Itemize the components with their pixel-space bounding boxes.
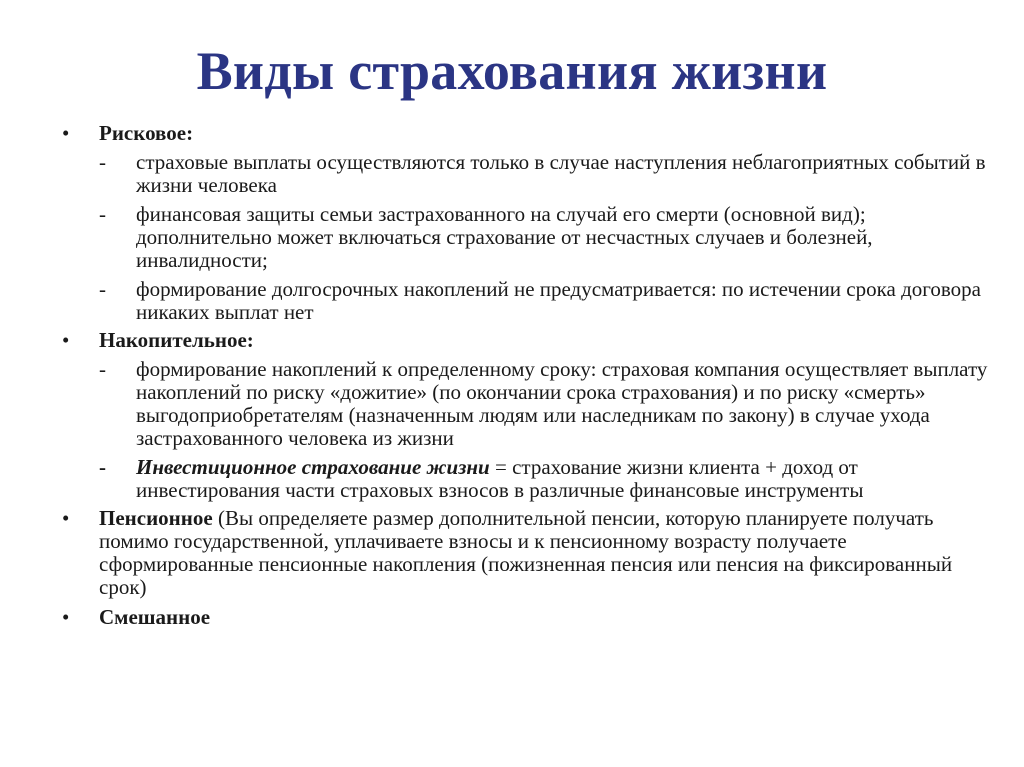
bullet-pension	[62, 507, 992, 599]
bullet-mixed	[62, 606, 992, 629]
bullet-title-savings: Накопительное:	[99, 328, 254, 352]
sub-item-text: формирование накоплений к определенному сроку: страховая компания осуществляет выплату накоплений по риску «дожитие» (по окончании срока страхования) и по риску «смерть» выгодоприобретателям (назначенным людям или наследникам по закону) в случае ухода застрахованного человека из жизни	[136, 357, 988, 450]
sub-item-text: страховые выплаты осуществляются только в случае наступления неблагоприятных событий в жизни человека	[136, 150, 986, 197]
investment-term: Инвестиционное страхование жизни	[136, 455, 490, 479]
dash-marker: -	[99, 455, 106, 479]
pension-text: (Вы определяете размер дополнительной пенсии, которую планируете получать помимо государственной, уплачиваете взносы и к пенсионному возрасту получаете сформированные пенсионные накопления (пожизненная пенсия или пенсия на фиксированный срок)	[99, 506, 953, 599]
sub-item	[99, 151, 992, 197]
dash-marker: -	[99, 277, 106, 301]
bullet-title-mixed: Смешанное	[99, 605, 211, 629]
sub-item	[99, 358, 992, 450]
sub-item-text: формирование долгосрочных накоплений не предусматривается: по истечении срока договора никаких выплат нет	[136, 277, 981, 324]
content-list	[62, 122, 992, 629]
sub-item	[99, 278, 992, 324]
bullet-title-risk: Рисковое:	[99, 121, 194, 145]
sub-item	[99, 203, 992, 272]
bullet-savings	[62, 329, 992, 352]
slide-title: Виды страхования жизни	[196, 41, 828, 101]
sub-item-text: финансовая защиты семьи застрахованного на случай его смерти (основной вид); дополнительно может включаться страхование от несчастных случаев и болезней, инвалидности;	[136, 202, 873, 272]
investment-text: = страхование жизни клиента + доход от инвестирования части страховых взносов в различные финансовые инструменты	[136, 455, 864, 502]
dash-marker: -	[99, 202, 106, 226]
bullet-risk	[62, 122, 992, 145]
bullet-title-pension: Пенсионное	[99, 506, 213, 530]
sub-item-investment	[99, 456, 992, 502]
dash-marker: -	[99, 150, 106, 174]
dash-marker: -	[99, 357, 106, 381]
